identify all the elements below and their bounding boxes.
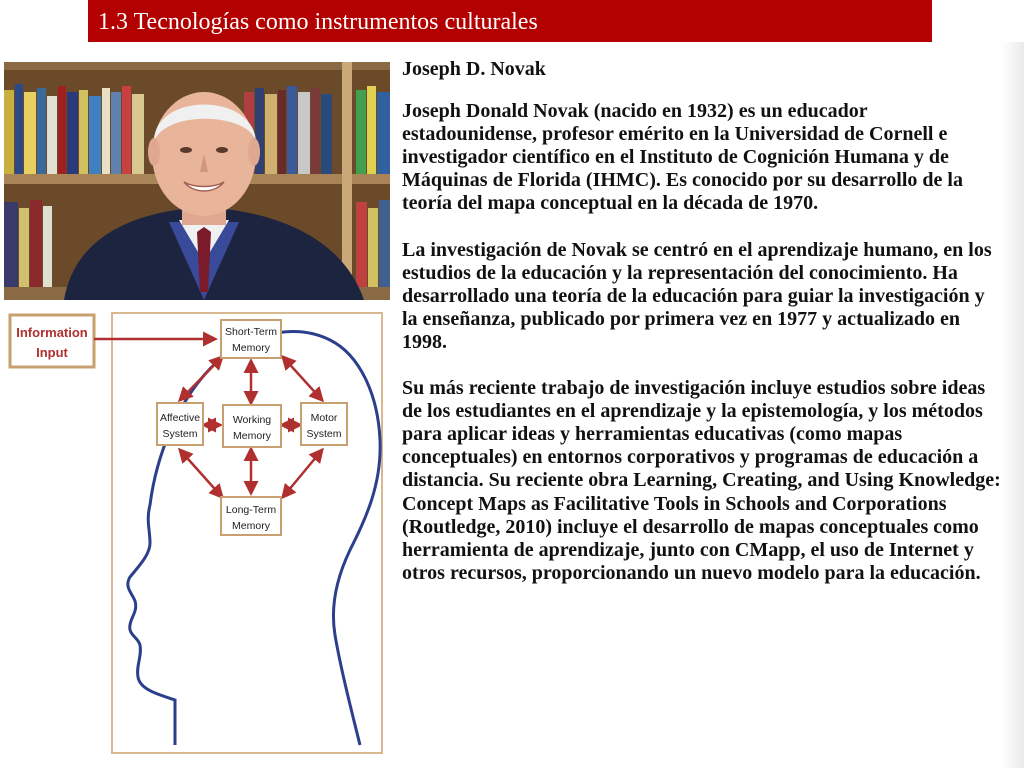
long-term-label-1: Long-Term	[225, 504, 277, 516]
affective-label-2: System	[162, 428, 198, 440]
affective-label-1: Affective	[159, 412, 201, 424]
short-term-label-1: Short-Term	[225, 326, 277, 338]
text-column	[402, 58, 1002, 608]
short-term-label-2: Memory	[232, 342, 270, 354]
motor-system-box	[301, 403, 347, 445]
bio-paragraph-3: Su más reciente trabajo de investigación incluye estudios sobre ideas de los estudiantes en el aprendizaje y la epistemología, y los métodos para aplicar ideas y herramientas educativas (como mapas conceptuales) en entornos corporativos y programas de educación a distancia. Su reciente obra Learning, Creating, and Using Knowledge: Concept Maps as Facilitative Tools in Schools and Corporations (Routledge, 2010) incluye el desarrollo de mapas conceptuales como herramienta de aprendizaje, junto con CMapp, el uso de Internet y otros recursos, proporcionando un nuevo modelo para la educación.	[402, 377, 1001, 584]
title-bar	[88, 0, 932, 42]
information-input-box	[10, 315, 94, 367]
short-term-memory-box	[221, 320, 281, 358]
long-term-memory-box	[221, 497, 281, 535]
affective-system-box	[157, 403, 203, 445]
slide-title: 1.3 Tecnologías como instrumentos culturales	[98, 9, 538, 35]
bio-heading: Joseph D. Novak	[402, 58, 546, 80]
portrait-photo	[4, 62, 390, 300]
memory-model-diagram	[0, 305, 395, 760]
long-term-label-2: Memory	[232, 520, 270, 532]
motor-label-2: System	[306, 428, 342, 440]
working-label-2: Memory	[233, 430, 271, 442]
input-label-line2: Input	[36, 345, 68, 360]
right-edge-shadow	[1002, 42, 1024, 768]
input-label-line1: Information	[16, 325, 88, 340]
bio-paragraph-2: La investigación de Novak se centró en el aprendizaje humano, en los estudios de la educación y la representación del conocimiento. Ha desarrollado una teoría de la educación para guiar la investigación y la enseñanza, publicado por primera vez en 1977 y actualizado en 1998.	[402, 238, 992, 353]
working-label-1: Working	[232, 414, 272, 426]
portrait-illustration	[4, 62, 390, 300]
bio-paragraph-1: Joseph Donald Novak (nacido en 1932) es un educador estadounidense, profesor emérito en la Universidad de Cornell e investigador científico en el Instituto de Cognición Humana y de Máquinas de Florida (IHMC). Es conocido por su desarrollo de la teoría del mapa conceptual en la década de 1970.	[402, 100, 963, 215]
working-memory-box	[223, 405, 281, 447]
motor-label-1: Motor	[310, 412, 338, 424]
